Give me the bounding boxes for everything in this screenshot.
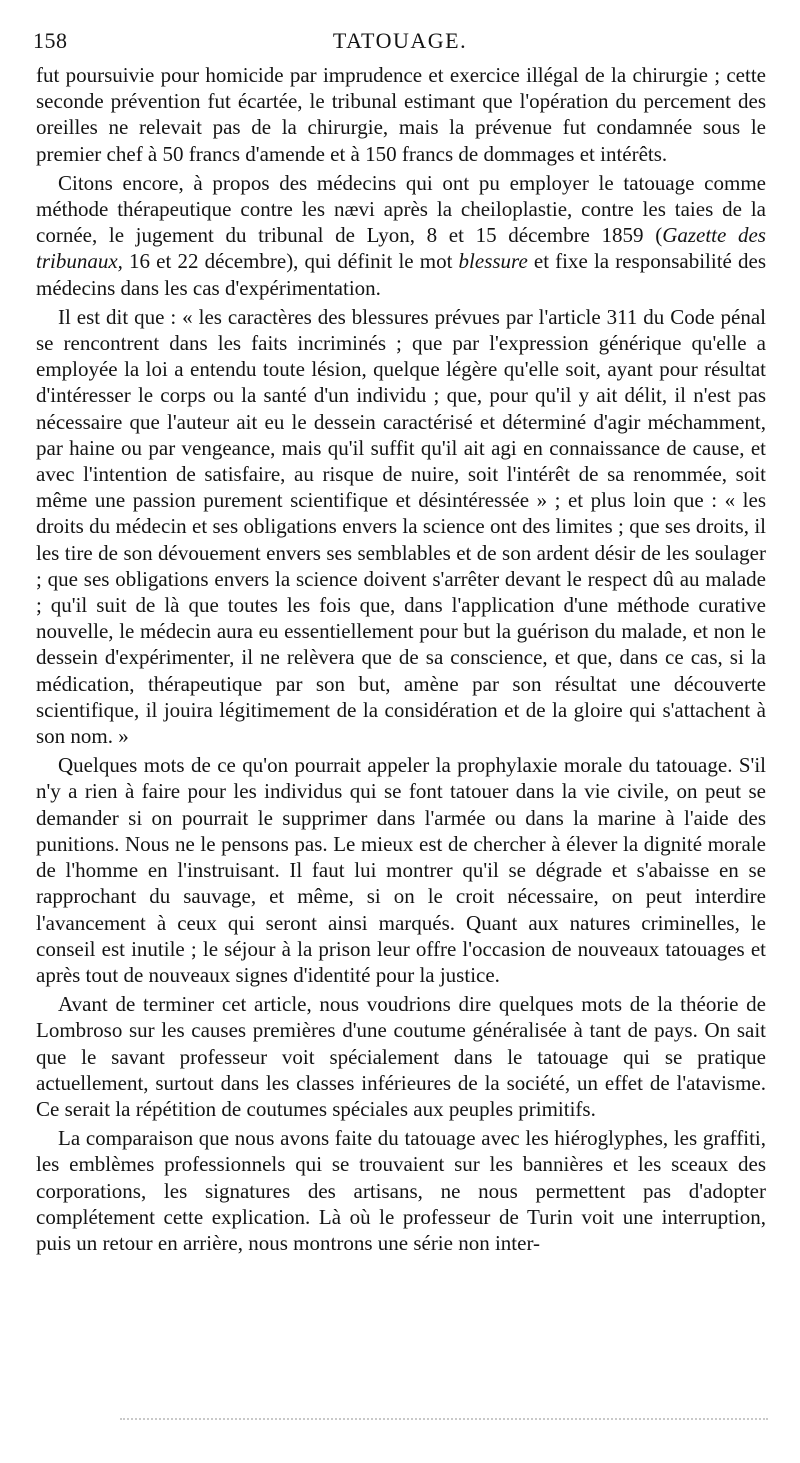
paragraph-2-text-middle: 16 et 22 décembre), qui définit le mot xyxy=(122,249,459,274)
body-text xyxy=(36,62,766,1259)
running-title: TATOUAGE. xyxy=(332,28,468,53)
source-citation: Gazette des tribunaux, xyxy=(36,223,766,274)
page-number: 158 xyxy=(33,28,68,53)
paragraph-3: Il est dit que : « les caractères des blessures prévues par l'article 311 du Code pénal se rencontrent dans les faits incriminés ; que par l'expression générique qu'elle a employée la loi a entendu toute lésion, quelque légère qu'elle soit, ayant pour résultat d'intéresser le corps ou la santé d'un individu ; que, pour qu'il y ait délit, il n'est pas nécessaire que l'auteur ait eu le dessein caractérisé et déterminé d'agir méchamment, par haine ou par vengeance, mais qu'il suffit qu'il ait agi en connaissance de cause, et avec l'intention de satisfaire, au risque de nuire, soit l'intérêt de sa renommée, soit même une passion purement scientifique et désintéressée » ; et plus loin que : « les droits du médecin et ses obligations envers la science ont des limites ; que ses droits, il les tire de son dévouement envers ses semblables et de son ardent désir de les soulager ; que ses obligations envers la science doivent s'arrêter devant le respect dû au malade ; qu'il suit de là que toutes les fois que, dans l'application d'une méthode curative nouvelle, le médecin aura eu essentiellement pour but la guérison du malade, et non le dessein d'expérimenter, il ne relèvera que de sa conscience, et que, dans ce cas, si la médication, thérapeutique par son but, amène par son résultat une découverte scientifique, il jouira légitimement de la considération et de la gloire qui s'attachent à son nom. » xyxy=(36,304,766,749)
page-header xyxy=(33,28,767,58)
paragraph-6: La comparaison que nous avons faite du tatouage avec les hiéroglyphes, les graffiti, les emblèmes professionnels qui se trouvaient sur les bannières et les sceaux des corporations, les signatures des artisans, ne nous permettent pas d'adopter complétement cette explication. Là où le professeur de Turin voit une interruption, puis un retour en arrière, nous montrons une série non inter- xyxy=(36,1126,766,1255)
paragraph-2 xyxy=(36,170,766,301)
paragraph-4: Quelques mots de ce qu'on pourrait appeler la prophylaxie morale du tatouage. S'il n'y a rien à faire pour les individus qui se font tatouer dans la vie civile, on peut se demander si on pourrait le supprimer dans l'armée ou dans la marine à l'aide des punitions. Nous ne le pensons pas. Le mieux est de chercher à élever la dignité morale de l'homme en l'instruisant. Il faut lui montrer qu'il se dégrade et s'abaisse en se rapprochant du sauvage, et même, si on le croit nécessaire, on peut interdire l'avancement à ceux qui seront ainsi marqués. Quant aux natures criminelles, le conseil est inutile ; le séjour à la prison leur offre l'occasion de nouveaux tatouages et après tout de nouveaux signes d'identité pour la justice. xyxy=(36,753,766,987)
paragraph-1: fut poursuivie pour homicide par imprudence et exercice illégal de la chirurgie ; cette seconde prévention fut écartée, le tribunal estimant que l'opération du percement des oreilles ne relevait pas de la chirurgie, mais la prévenue fut condamnée sous le premier chef à 50 francs d'amende et à 150 francs de dommages et intérêts. xyxy=(36,63,766,166)
bottom-dotted-rule xyxy=(120,1418,768,1420)
paragraph-5: Avant de terminer cet article, nous voudrions dire quelques mots de la théorie de Lombroso sur les causes premières d'une coutume généralisée à tant de pays. On sait que le savant professeur voit spécialement dans le tatouage qui se pratique actuellement, surtout dans les classes inférieures de la société, un effet de l'atavisme. Ce serait la répétition de coutumes spéciales aux peuples primitifs. xyxy=(36,992,766,1121)
paragraph-2-text-after: et fixe la responsabilité des médecins dans les cas d'expérimentation. xyxy=(36,249,766,300)
emphasized-word: blessure xyxy=(458,249,528,274)
paragraph-2-text-before: Citons encore, à propos des médecins qui ont pu employer le tatouage comme méthode thérapeutique contre les nævi après la cheiloplastie, contre les taies de la cornée, le jugement du tribunal de Lyon, 8 et 15 décembre 1859 ( xyxy=(36,170,766,248)
